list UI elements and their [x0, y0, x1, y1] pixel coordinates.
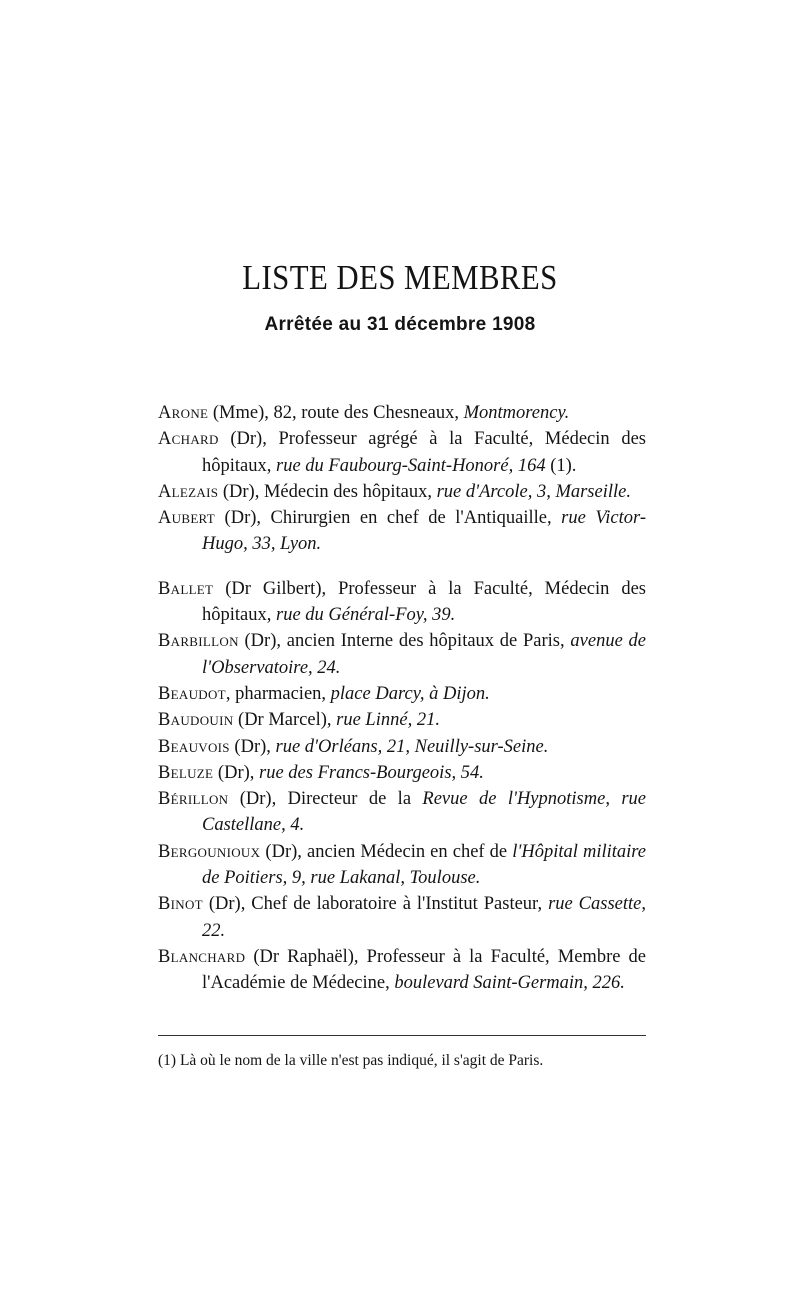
member-name: Alezais: [158, 481, 219, 502]
member-name: Aubert: [158, 508, 215, 529]
member-address: rue Linné, 21.: [336, 710, 440, 731]
member-entry: [158, 576, 646, 629]
member-entry: [158, 786, 646, 839]
member-entry: [158, 505, 646, 558]
member-details: (Dr), Chef de laboratoire à l'Institut Pasteur,: [208, 894, 549, 915]
member-name: Baudouin: [158, 710, 234, 731]
member-name: Bérillon: [158, 789, 229, 810]
member-name: Barbillon: [158, 631, 239, 652]
member-entry: [158, 734, 646, 760]
page-title: LISTE DES MEMBRES: [242, 258, 558, 297]
footnote: (1) Là où le nom de la ville n'est pas indiqué, il s'agit de Paris.: [158, 1052, 544, 1069]
member-entry: [158, 839, 646, 892]
member-entry: [158, 628, 646, 681]
member-entry: [158, 944, 646, 997]
member-address: rue du Général-Foy, 39.: [276, 605, 456, 626]
member-entry: [158, 681, 646, 707]
member-entry: [158, 479, 646, 505]
member-details: (Mme), 82, route des Chesneaux,: [212, 403, 464, 423]
member-details: (Dr), Médecin des hôpitaux,: [222, 481, 437, 502]
member-address: l'Hôpital militaire de Poitiers, 9, rue Lakanal, Toulouse.: [202, 841, 647, 889]
member-name: Beaudot: [158, 683, 226, 704]
member-details: (Dr),: [217, 762, 260, 783]
footnote-divider: [158, 1035, 646, 1036]
member-details: (Dr Raphaël), Professeur à la Faculté, Membre de l'Académie de Médecine,: [202, 946, 647, 994]
member-details: (Dr),: [234, 736, 276, 757]
member-entry: [158, 891, 646, 944]
member-details: (Dr), Chirurgien en chef de l'Antiquaille,: [224, 508, 562, 529]
member-name: Achard: [158, 429, 219, 450]
member-address: Revue de l'Hypnotisme, rue Castellane, 4.: [202, 789, 646, 836]
member-address: rue d'Arcole, 3, Marseille.: [436, 481, 631, 502]
member-name: Ballet: [158, 578, 214, 599]
member-details: (Dr Gilbert), Professeur à la Faculté, Médecin des hôpitaux,: [202, 578, 647, 626]
member-name: Beluze: [158, 762, 214, 783]
member-name: Binot: [158, 894, 203, 915]
member-address: place Darcy, à Dijon.: [330, 683, 490, 704]
member-details: (Dr), Directeur de la: [239, 789, 423, 810]
member-details: (Dr), Professeur agrégé à la Faculté, Médecin des hôpitaux,: [202, 429, 646, 476]
member-address: rue d'Orléans, 21, Neuilly-sur-Seine.: [275, 736, 549, 757]
member-address: rue des Francs-Bourgeois, 54.: [259, 762, 484, 783]
member-details: (Dr), ancien Interne des hôpitaux de Paris,: [244, 631, 571, 652]
member-name: Blanchard: [158, 946, 246, 967]
member-entry: [158, 426, 646, 479]
member-address: Montmorency.: [463, 403, 570, 423]
member-entry: [158, 760, 646, 786]
member-name: Bergounioux: [158, 841, 261, 862]
member-address: avenue de l'Observatoire, 24.: [202, 631, 646, 678]
member-details: , pharmacien,: [225, 683, 331, 704]
member-list: [158, 400, 646, 997]
page-subtitle: Arrêtée au 31 décembre 1908: [264, 314, 536, 335]
member-address: rue du Faubourg-Saint-Honoré, 164: [276, 455, 546, 476]
member-details: (Dr), ancien Médecin en chef de: [265, 841, 513, 862]
member-entry: [158, 400, 646, 426]
member-name: Beauvois: [158, 736, 230, 757]
member-address: rue Cassette, 22.: [202, 894, 647, 941]
member-address: rue Victor-Hugo, 33, Lyon.: [202, 508, 646, 555]
member-name: Arone: [158, 403, 209, 423]
footnote-ref: (1).: [545, 455, 577, 476]
member-entry: [158, 707, 646, 733]
member-address: boulevard Saint-Germain, 226.: [394, 973, 625, 994]
member-details: (Dr Marcel),: [238, 710, 337, 731]
